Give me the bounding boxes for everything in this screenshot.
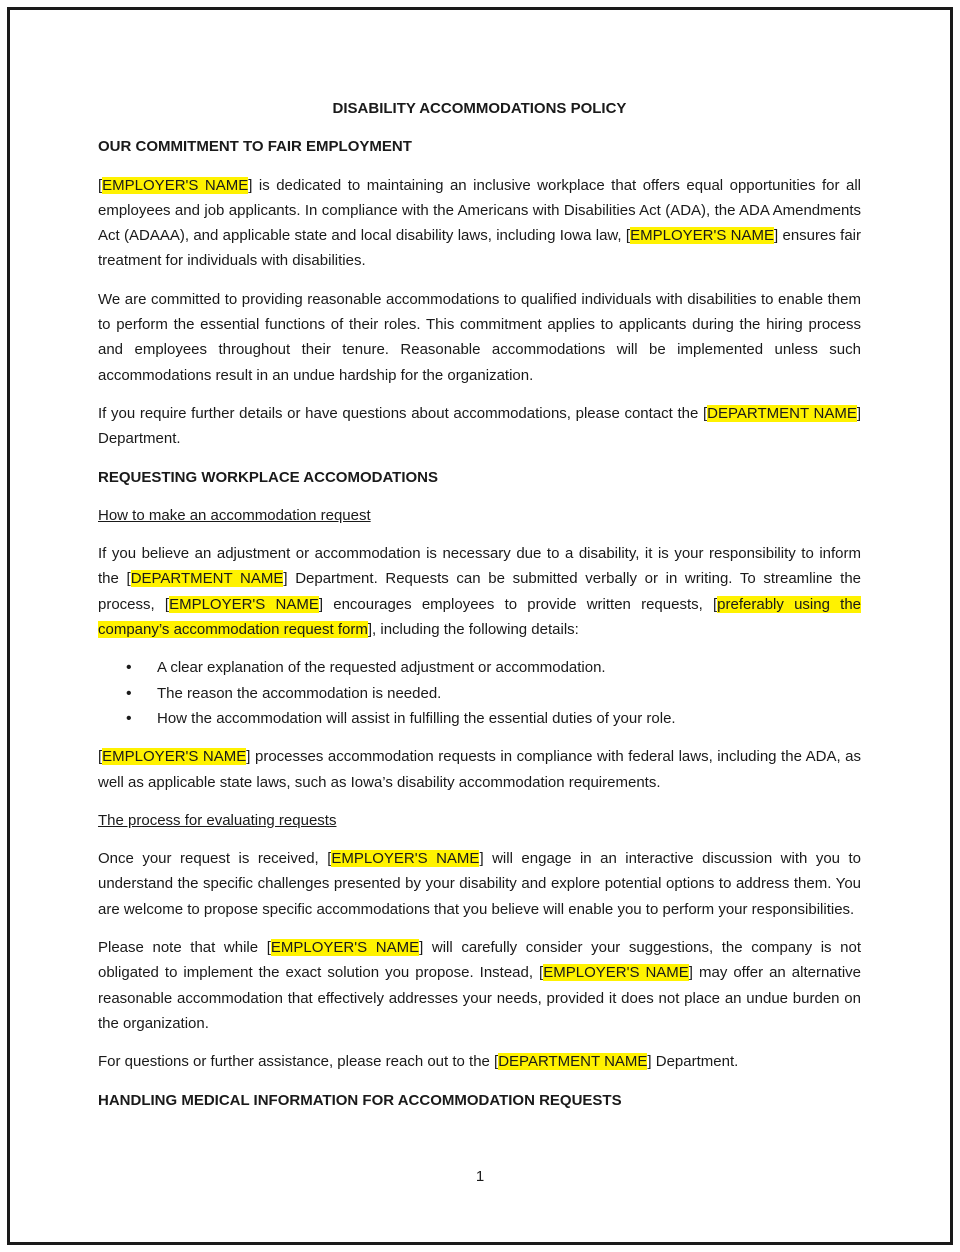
- placeholder-employer-name: EMPLOYER'S NAME: [543, 964, 689, 982]
- placeholder-request-form: preferably using the company’s accommodation request form: [98, 595, 862, 639]
- section-heading-medical-info: HANDLING MEDICAL INFORMATION FOR ACCOMMODATION REQUESTS: [98, 1091, 622, 1109]
- paragraph-commitment-2: We are committed to providing reasonable accommodations to qualified individuals with disabilities to enable them to perform the essential functions of their roles. This commitment applies to applicants during the hiring process and employees throughout their tenure. Reasonable accommodations will be implemented unless such accommodations result in an undue hardship for the organization.: [98, 290, 861, 384]
- placeholder-employer-name: EMPLOYER'S NAME: [270, 939, 420, 957]
- section-heading-commitment: OUR COMMITMENT TO FAIR EMPLOYMENT: [98, 138, 412, 156]
- placeholder-employer-name: EMPLOYER'S NAME: [102, 748, 247, 766]
- paragraph-evaluating-3: For questions or further assistance, please reach out to the [DEPARTMENT NAME] Department.: [98, 1053, 739, 1071]
- paragraph-commitment-3: If you require further details or have questions about accommodations, please contact the [DEPARTMENT NAME] Department.: [98, 404, 861, 448]
- placeholder-department-name: DEPARTMENT NAME: [130, 570, 284, 588]
- document-title: DISABILITY ACCOMMODATIONS POLICY: [332, 100, 627, 117]
- placeholder-employer-name: EMPLOYER'S NAME: [630, 227, 774, 245]
- list-item: • How the accommodation will assist in fulfilling the essential duties of your role.: [98, 706, 861, 731]
- placeholder-employer-name: EMPLOYER'S NAME: [169, 595, 319, 613]
- placeholder-employer-name: EMPLOYER'S NAME: [331, 850, 480, 868]
- paragraph-evaluating-2: Please note that while [EMPLOYER'S NAME] will carefully consider your suggestions, the company is not obligated to implement the exact solution you propose. Instead, [EMPLOYER'S NAME] may offer an alternative reasonable accommodation that effectively addresses your needs, provided it does not place an undue burden on the organization.: [98, 939, 861, 1032]
- placeholder-department-name: DEPARTMENT NAME: [707, 404, 857, 422]
- paragraph-evaluating-1: Once your request is received, [EMPLOYER'S NAME] will engage in an interactive discussion with you to understand the specific challenges presented by your disability and explore potential options to address them. You are welcome to propose specific accommodations that you believe will enable you to perform your responsibilities.: [98, 850, 862, 918]
- list-item: • The reason the accommodation is needed.: [98, 681, 861, 706]
- subheading-evaluating-requests: The process for evaluating requests: [98, 811, 337, 829]
- paragraph-commitment-1: [EMPLOYER'S NAME] is dedicated to maintaining an inclusive workplace that offers equal opportunities for all employees and job applicants. In compliance with the Americans with Disabilities Act (ADA), the ADA Amendments Act (ADAAA), and applicable state and local disability laws, including Iowa law, [EMPLOYER'S NAME] ensures fair treatment for individuals with disabilities.: [98, 176, 862, 270]
- subheading-how-to-request: How to make an accommodation request: [98, 506, 371, 524]
- section-heading-requesting: REQUESTING WORKPLACE ACCOMODATIONS: [98, 468, 438, 486]
- request-details-list: [98, 655, 861, 731]
- list-item: • A clear explanation of the requested adjustment or accommodation.: [98, 655, 861, 680]
- paragraph-request-1: If you believe an adjustment or accommodation is necessary due to a disability, it is your responsibility to inform the [DEPARTMENT NAME] Department. Requests can be submitted verbally or in writing. To streamline the process, [EMPLOYER'S NAME] encourages employees to provide written requests, [preferably using the company’s accommodation request form], including the following details:: [98, 545, 862, 639]
- placeholder-employer-name: EMPLOYER'S NAME: [102, 176, 249, 194]
- paragraph-request-2: [EMPLOYER'S NAME] processes accommodation requests in compliance with federal laws, including the ADA, as well as applicable state laws, such as Iowa’s disability accommodation requirements.: [98, 748, 861, 791]
- document-body: [98, 96, 861, 1126]
- page-number: 1: [475, 1168, 485, 1185]
- placeholder-department-name: DEPARTMENT NAME: [498, 1053, 648, 1071]
